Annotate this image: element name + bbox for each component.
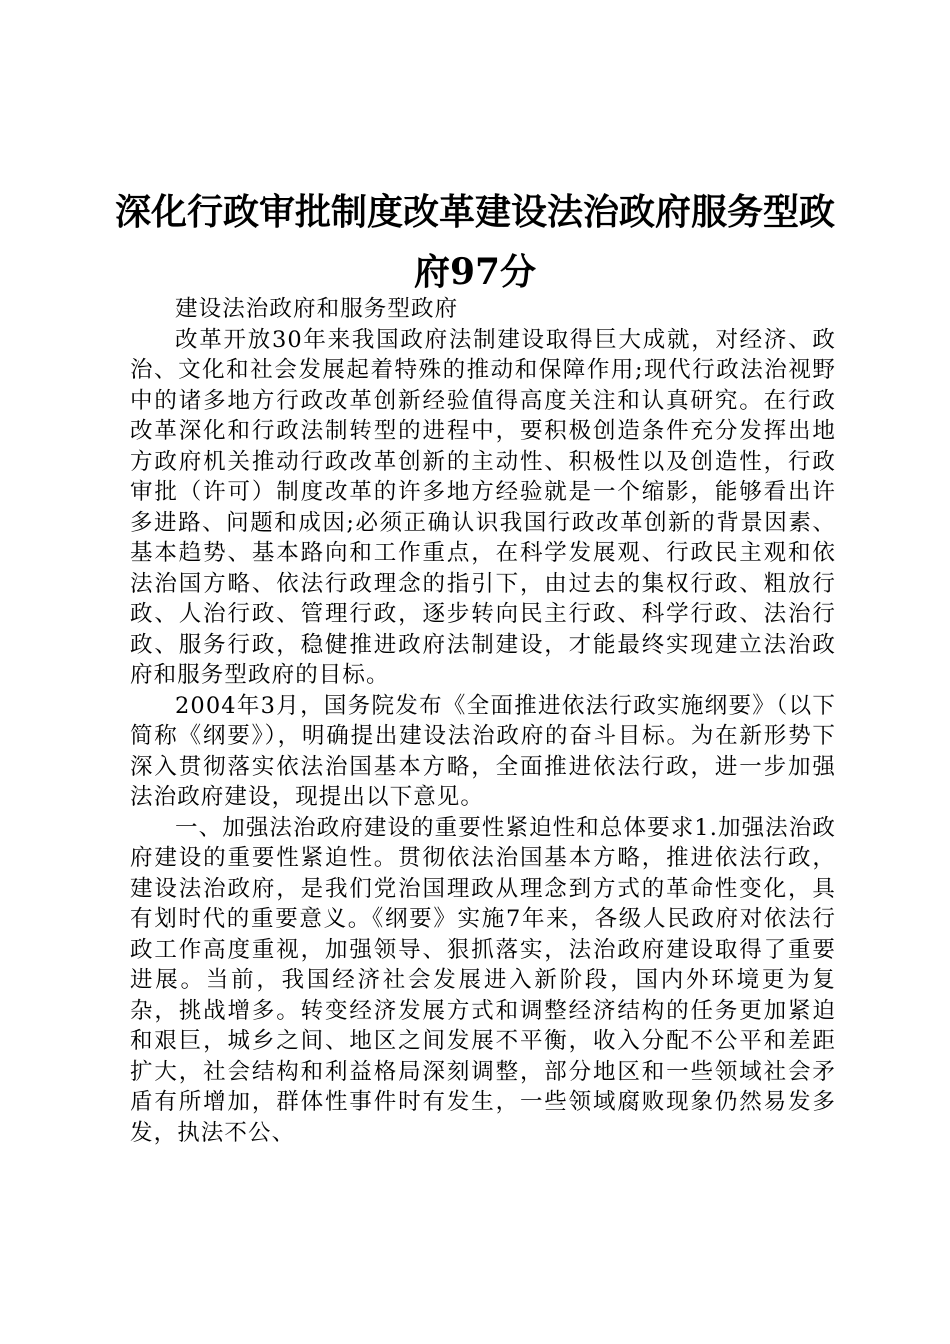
document-body — [130, 294, 836, 1148]
paragraph-reform-achievements: 改革开放30年来我国政府法制建设取得巨大成就，对经济、政治、文化和社会发展起着特殊的推动和保障作用;现代行政法治视野中的诸多地方行政改革创新经验值得高度关注和认真研究。在行政改革深化和行政法制转型的进程中，要积极创造条件充分发挥出地方政府机关推动行政改革创新的主动性、积极性以及创造性，行政审批（许可）制度改革的许多地方经验就是一个缩影，能够看出许多进路、问题和成因;必须正确认识我国行政改革创新的背景因素、基本趋势、基本路向和工作重点，在科学发展观、行政民主观和依法治国方略、依法行政理念的指引下，由过去的集权行政、粗放行政、人治行政、管理行政，逐步转向民主行政、科学行政、法治行政、服务行政，稳健推进政府法制建设，才能最终实现建立法治政府和服务型政府的目标。 — [130, 326, 836, 688]
document-title: 深化行政审批制度改革建设法治政府服务型政府97分 — [114, 191, 835, 293]
paragraph-2004-outline: 2004年3月，国务院发布《全面推进依法行政实施纲要》（以下简称《纲要》），明确提出建设法治政府的奋斗目标。为在新形势下深入贯彻落实依法治国基本方略，全面推进依法行政，进一步加强法治政府建设，现提出以下意见。 — [130, 692, 836, 810]
paragraph-section-one: 一、加强法治政府建设的重要性紧迫性和总体要求1.加强法治政府建设的重要性紧迫性。贯彻依法治国基本方略，推进依法行政，建设法治政府，是我们党治国理政从理念到方式的革命性变化，具有划时代的重要意义。《纲要》实施7年来，各级人民政府对依法行政工作高度重视，加强领导、狠抓落实，法治政府建设取得了重要进展。当前，我国经济社会发展进入新阶段，国内外环境更为复杂，挑战增多。转变经济发展方式和调整经济结构的任务更加紧迫和艰巨，城乡之间、地区之间发展不平衡，收入分配不公平和差距扩大，社会结构和利益格局深刻调整，部分地区和一些领域社会矛盾有所增加，群体性事件时有发生，一些领域腐败现象仍然易发多发，执法不公、 — [130, 814, 836, 1146]
paragraph-heading: 建设法治政府和服务型政府 — [175, 296, 459, 322]
